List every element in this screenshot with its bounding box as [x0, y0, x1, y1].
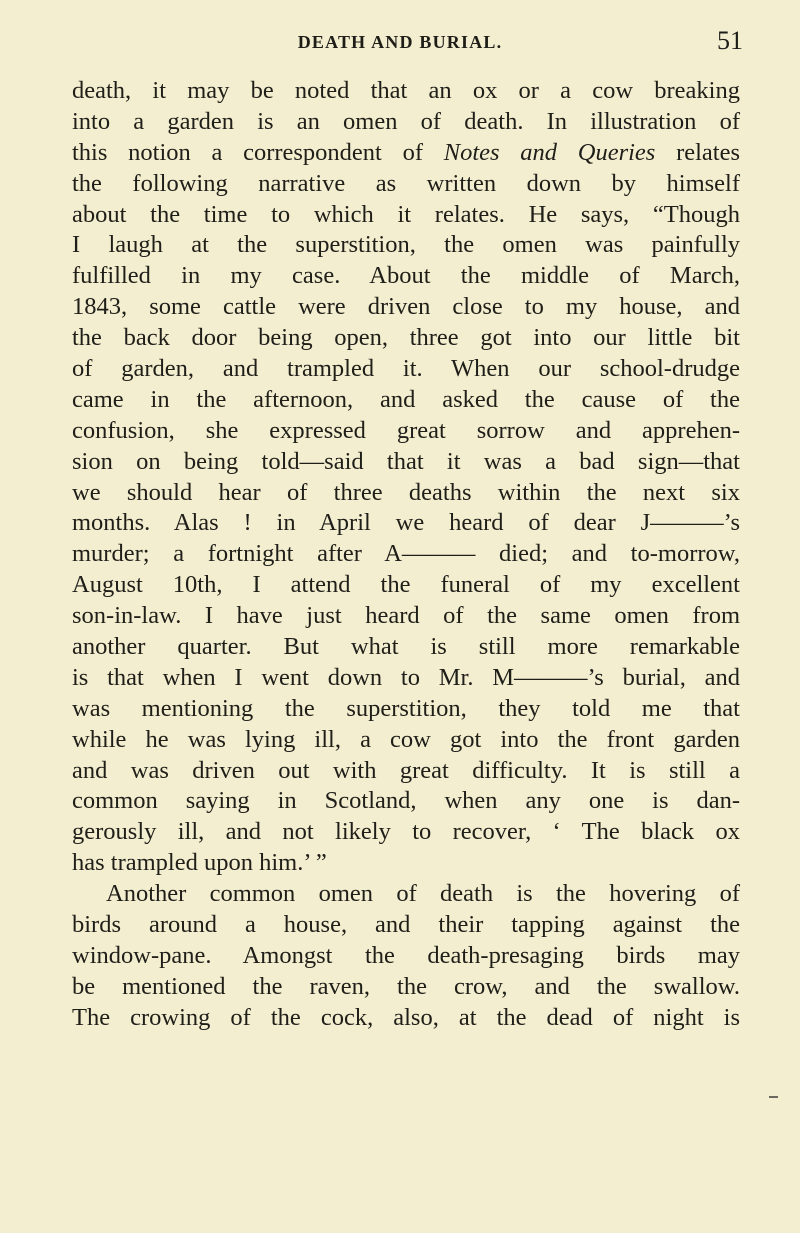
running-head — [0, 26, 800, 66]
text-line: of garden, and trampled it. When our school-drudge — [72, 355, 740, 383]
text-line: and was driven out with great difficulty. It is still a — [72, 756, 740, 784]
text-line: is that when I went down to Mr. M———’s burial, and — [72, 663, 740, 691]
text-line: has trampled upon him.’ ” — [72, 849, 327, 877]
text-line: death, it may be noted that an ox or a cow breaking — [72, 77, 740, 104]
text-line: I laugh at the superstition, the omen was painfully — [72, 231, 740, 259]
text-line: son-in-law. I have just heard of the same omen from — [72, 602, 740, 630]
text-line: 1843, some cattle were driven close to my house, and — [72, 293, 740, 321]
body-text — [72, 76, 740, 1034]
text-line: birds around a house, and their tapping against the — [72, 911, 740, 939]
text-line: while he was lying ill, a cow got into the front garden — [72, 725, 740, 753]
running-title: DEATH AND BURIAL. — [297, 32, 503, 52]
text-line: the back door being open, three got into our little bit — [72, 324, 740, 352]
text-line: August 10th, I attend the funeral of my excellent — [72, 571, 740, 599]
text-line: be mentioned the raven, the crow, and the swallow. — [72, 972, 740, 1000]
text-line: another quarter. But what is still more remarkable — [72, 633, 740, 661]
text-line: window-pane. Amongst the death-presaging birds may — [72, 941, 740, 969]
text-line: fulfilled in my case. About the middle of March, — [72, 262, 740, 290]
text-line: into a garden is an omen of death. In illustration of — [72, 107, 740, 135]
text-line: confusion, she expressed great sorrow and apprehen- — [72, 416, 740, 444]
text-line: the following narrative as written down by himself — [72, 169, 740, 197]
text-line: came in the afternoon, and asked the cause of the — [72, 385, 740, 413]
periodical-title: Notes and Queries — [443, 138, 656, 166]
text-line: was mentioning the superstition, they told me that — [72, 694, 740, 722]
text-line: we should hear of three deaths within the next six — [72, 478, 740, 506]
text-line: gerously ill, and not likely to recover, ‘ The black ox — [72, 818, 740, 846]
text-line: about the time to which it relates. He says, “Though — [72, 200, 740, 228]
text-line: Another common omen of death is the hovering of — [106, 880, 740, 908]
text-line: months. Alas ! in April we heard of dear J———’s — [72, 509, 740, 537]
margin-mark — [769, 1096, 778, 1098]
text-line-with-title: this notion a correspondent of Notes and Queries relates — [72, 138, 741, 166]
text-line: murder; a fortnight after A——— died; and to-morrow, — [72, 540, 740, 568]
text-line: The crowing of the cock, also, at the dead of night is — [72, 1003, 740, 1031]
page-number: 51 — [717, 26, 743, 55]
text-line: common saying in Scotland, when any one is dan- — [72, 787, 740, 815]
text-line: sion on being told—said that it was a bad sign—that — [72, 447, 740, 475]
